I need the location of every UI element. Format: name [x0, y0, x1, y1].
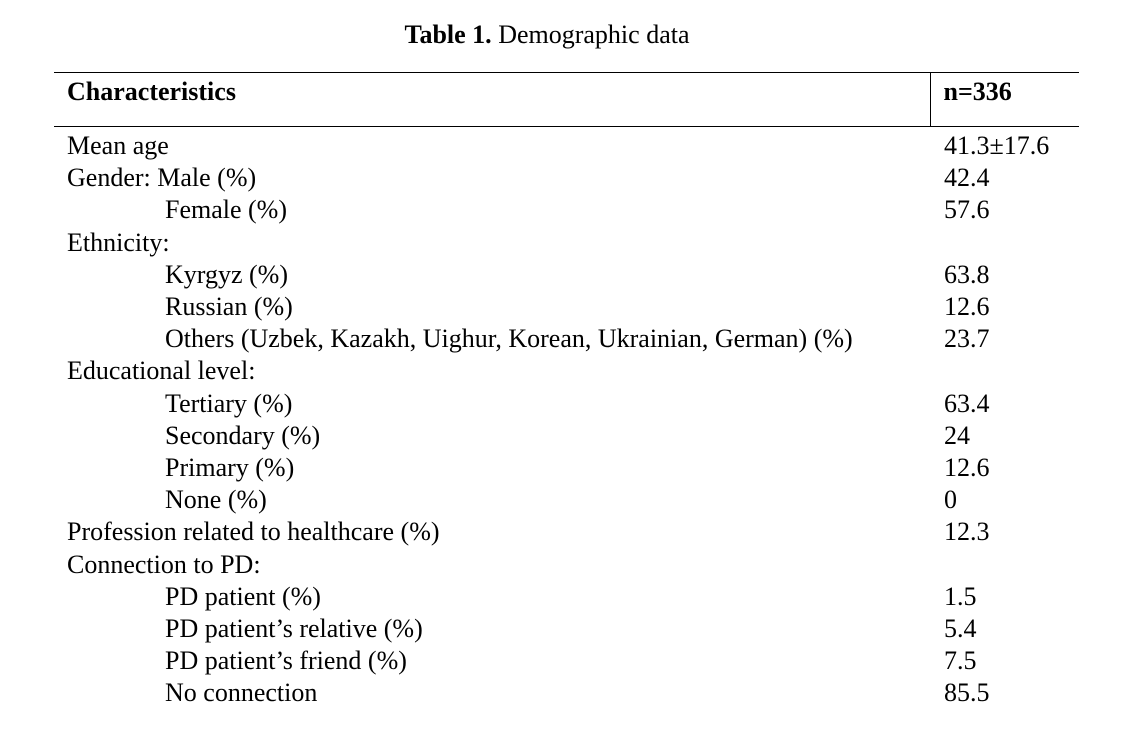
row-value: 63.4 — [944, 388, 990, 418]
table-header-row — [54, 73, 1079, 127]
row-value: 24 — [944, 420, 970, 450]
row-value: 23.7 — [944, 324, 990, 354]
row-value: 12.3 — [944, 517, 990, 547]
table-row — [54, 645, 1079, 677]
row-value: 63.8 — [944, 259, 990, 289]
table-row — [54, 452, 1079, 484]
table-row — [54, 323, 1079, 355]
table-row — [54, 420, 1079, 452]
row-label: Gender: Male (%) — [67, 163, 257, 193]
row-label: Ethnicity: — [67, 227, 170, 257]
row-label: Connection to PD: — [67, 549, 261, 579]
row-value: 0 — [944, 485, 957, 515]
demographic-table-container — [54, 72, 1079, 710]
table-row — [54, 388, 1079, 420]
row-label: Profession related to healthcare (%) — [67, 517, 440, 547]
row-value: 85.5 — [944, 678, 990, 708]
table-row — [54, 291, 1079, 323]
header-sample-size: n=336 — [930, 73, 1079, 127]
row-value: 1.5 — [944, 581, 977, 611]
row-label: PD patient’s friend (%) — [165, 646, 407, 676]
row-value — [930, 355, 1079, 387]
row-label: Secondary (%) — [165, 420, 321, 450]
row-label: PD patient (%) — [165, 581, 321, 611]
row-label: None (%) — [165, 485, 267, 515]
table-row — [54, 677, 1079, 709]
row-label: PD patient’s relative (%) — [165, 614, 423, 644]
header-characteristics: Characteristics — [54, 73, 930, 127]
table-number: Table 1. — [404, 20, 492, 49]
row-label: Kyrgyz (%) — [165, 259, 288, 289]
row-label: No connection — [165, 678, 318, 708]
row-value: 12.6 — [944, 292, 990, 322]
row-value: 41.3±17.6 — [944, 131, 1050, 160]
row-value: 5.4 — [944, 614, 977, 644]
table-row — [54, 613, 1079, 645]
row-label: Educational level: — [67, 356, 256, 386]
row-label: Female (%) — [165, 195, 288, 225]
table-row — [54, 127, 1079, 163]
table-row — [54, 259, 1079, 291]
table-row — [54, 484, 1079, 516]
row-value: 7.5 — [944, 646, 977, 676]
row-label: Others (Uzbek, Kazakh, Uighur, Korean, Ukrainian, German) (%) — [165, 324, 853, 354]
table-row — [54, 549, 1079, 581]
demographic-table — [54, 72, 1079, 710]
row-label: Primary (%) — [165, 453, 295, 483]
row-label: Tertiary (%) — [165, 388, 293, 418]
row-label: Russian (%) — [165, 292, 293, 322]
table-row — [54, 516, 1079, 548]
row-value: 57.6 — [944, 195, 990, 225]
row-label: Mean age — [67, 131, 169, 160]
table-row — [54, 227, 1079, 259]
table-row — [54, 355, 1079, 387]
table-row — [54, 581, 1079, 613]
table-title: Demographic data — [498, 20, 690, 49]
row-value — [930, 227, 1079, 259]
row-value: 12.6 — [944, 453, 990, 483]
table-row — [54, 194, 1079, 226]
row-value — [930, 549, 1079, 581]
row-value: 42.4 — [944, 163, 990, 193]
table-row — [54, 162, 1079, 194]
table-caption — [0, 19, 1094, 51]
